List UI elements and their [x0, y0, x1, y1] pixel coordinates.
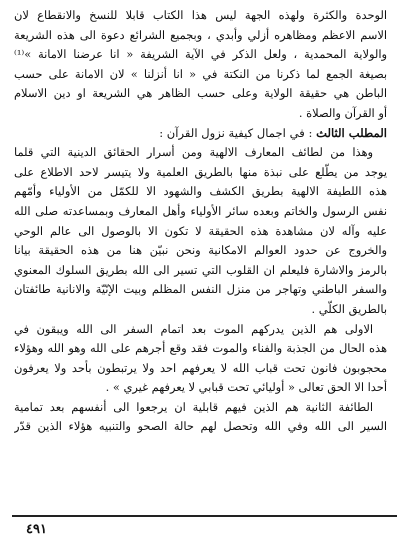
- text-line: عليه وآله لان مشاهدة هذه الحقيقة لا تكون الا بالوصول الى عالم الوحي: [14, 223, 387, 238]
- text-line: الباطن هي حقيقة الولاية وعلى حسب الظاهر هي الشريعة او دين الاسلام: [14, 86, 387, 101]
- paragraph-1: [14, 6, 387, 124]
- paragraph-3: [14, 320, 387, 398]
- text-line: والولاية المحمدية ، ولعل الذكر في الآية الشريفة « انا عرضنا الامانة »⁽¹⁾: [14, 47, 387, 62]
- text-line: والسفر الباطني وتهاجر من منزل النفس المظلم وبيت الإنّيّة والانانية طائفتان: [14, 282, 387, 297]
- text-line: يوجد من يطّلع على نبذة منها بالطريق العلمية ولا يتيسر لاحد الاطلاع على: [14, 164, 387, 179]
- text-line: أحدا الا الحق تعالى « أوليائي تحت قبابي لا يعرفهم غيري » .: [105, 380, 387, 395]
- text-line: وهذا من لطائف المعارف الالهية ومن أسرار الحقائق الدينية التي قلما: [14, 145, 373, 160]
- text-line: الوحدة والكثرة ولهذه الجهة ليس هذا الكتاب قابلا للنسخ والانقطاع لان: [14, 8, 387, 22]
- text-line: الاسم الاعظم ومظاهره أزلي وأبدي ، وبجميع الشرائع دعوة الى هذه الشريعة: [14, 27, 387, 42]
- section-heading: [14, 124, 387, 144]
- paragraph-4: [14, 398, 387, 437]
- text-line: والخروج عن حدود العوالم الامكانية ونحن نبيّن هنا من هذه الحقيقة بيانا: [14, 243, 387, 258]
- section-subtitle: : في اجمال كيفية نزول القرآن :: [159, 125, 313, 140]
- text-line: السير الى الله وفي الله وتحصل لهم حالة الصحو والتنبيه هؤلاء الذين قدّر: [14, 419, 387, 434]
- section-title: المطلب الثالث: [316, 125, 387, 140]
- body-text: [14, 6, 387, 437]
- text-line: هذه الحال من الجذبة والفناء والموت فقد وقع أجرهم على الله وهو الله وهؤلاء: [14, 341, 387, 356]
- paragraph-2: [14, 143, 387, 319]
- text-line: أو القرآن والصلاة .: [298, 105, 387, 120]
- text-line: محجوبون فانون تحت قباب الله لا يعرفهم احد ولا يرتبطون بأحد ولا يعرفون: [14, 360, 387, 375]
- text-line: الطائفة الثانية هم الذين فيهم قابلية ان يرجعوا الى أنفسهم بعد تمامية: [14, 399, 373, 414]
- text-line: بصيغة الجمع لما ذكرنا من النكتة في « انا أنزلنا » لان الامانة على حسب: [14, 66, 387, 81]
- text-line: هذه اللطيفة الالهية بطريق الكشف والشهود الا للكمّل من الأولياء وأمّهم: [14, 184, 387, 199]
- text-line: الاولى هم الذين يدركهم الموت بعد اتمام السفر الى الله ويبقون في: [14, 321, 373, 336]
- text-line: نفس الرسول والخاتم وبعده سائر الأولياء وأهل المعارف وبمساعدته صلى الله: [14, 203, 387, 218]
- footer-divider: [12, 515, 397, 517]
- text-line: بالطريق الكلّي .: [311, 301, 387, 316]
- page-number: ٤٩١: [26, 522, 47, 537]
- text-line: بالرمز والاشارة فليعلم ان القلوب التي تسير الى الله بطريق السلوك المعنوي: [14, 262, 387, 277]
